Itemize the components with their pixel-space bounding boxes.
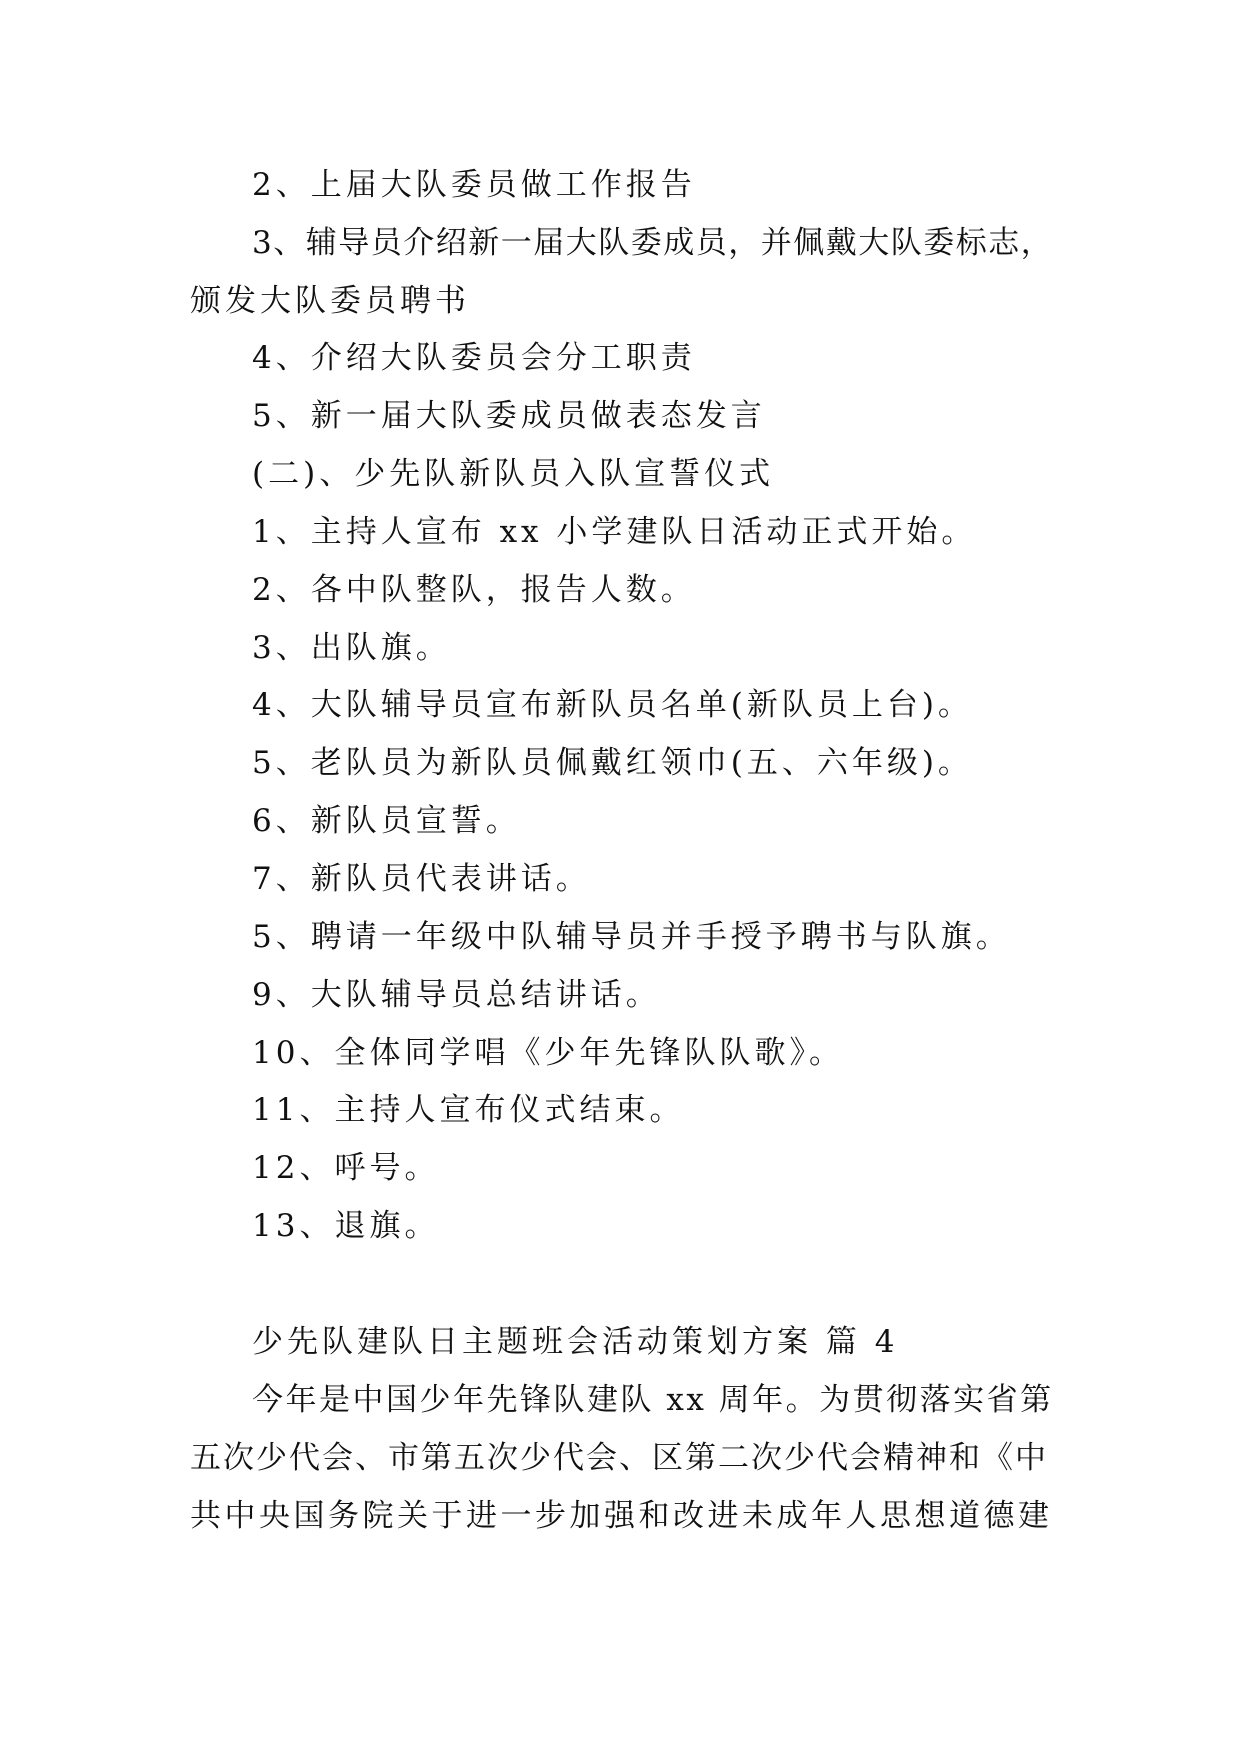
list-item: 12、呼号。 [252, 1150, 440, 1186]
list-item: 1、主持人宣布 xx 小学建队日活动正式开始。 [252, 514, 977, 550]
paragraph-line: 今年是中国少年先锋队建队 xx 周年。为贯彻落实省第 [252, 1382, 1054, 1418]
section-heading: (二)、少先队新队员入队宣誓仪式 [252, 456, 775, 492]
paragraph-line: 五次少代会、市第五次少代会、区第二次少代会精神和《中 [190, 1440, 1048, 1476]
list-item: 13、退旗。 [252, 1208, 440, 1244]
list-item: 6、新队员宣誓。 [252, 803, 521, 839]
paragraph-line: 5、新一届大队委成员做表态发言 [252, 398, 766, 434]
section-title: 少先队建队日主题班会活动策划方案 篇 4 [252, 1324, 899, 1360]
list-item: 9、大队辅导员总结讲话。 [252, 977, 661, 1013]
list-item: 10、全体同学唱《少年先锋队队歌》。 [252, 1035, 844, 1071]
list-item: 7、新队员代表讲话。 [252, 861, 591, 897]
paragraph-line: 3、辅导员介绍新一届大队委成员，并佩戴大队委标志， [252, 225, 1054, 261]
paragraph-line: 共中央国务院关于进一步加强和改进未成年人思想道德建 [190, 1498, 1053, 1534]
list-item: 3、出队旗。 [252, 630, 451, 666]
list-item: 5、聘请一年级中队辅导员并手授予聘书与队旗。 [252, 919, 1011, 955]
list-item: 5、老队员为新队员佩戴红领巾(五、六年级)。 [252, 745, 973, 781]
list-item: 2、各中队整队，报告人数。 [252, 572, 696, 608]
paragraph-line: 颁发大队委员聘书 [190, 283, 470, 319]
list-item: 4、大队辅导员宣布新队员名单(新队员上台)。 [252, 687, 973, 723]
paragraph-line: 2、上届大队委员做工作报告 [252, 167, 696, 203]
list-item: 11、主持人宣布仪式结束。 [252, 1092, 685, 1128]
paragraph-line: 4、介绍大队委员会分工职责 [252, 340, 696, 376]
